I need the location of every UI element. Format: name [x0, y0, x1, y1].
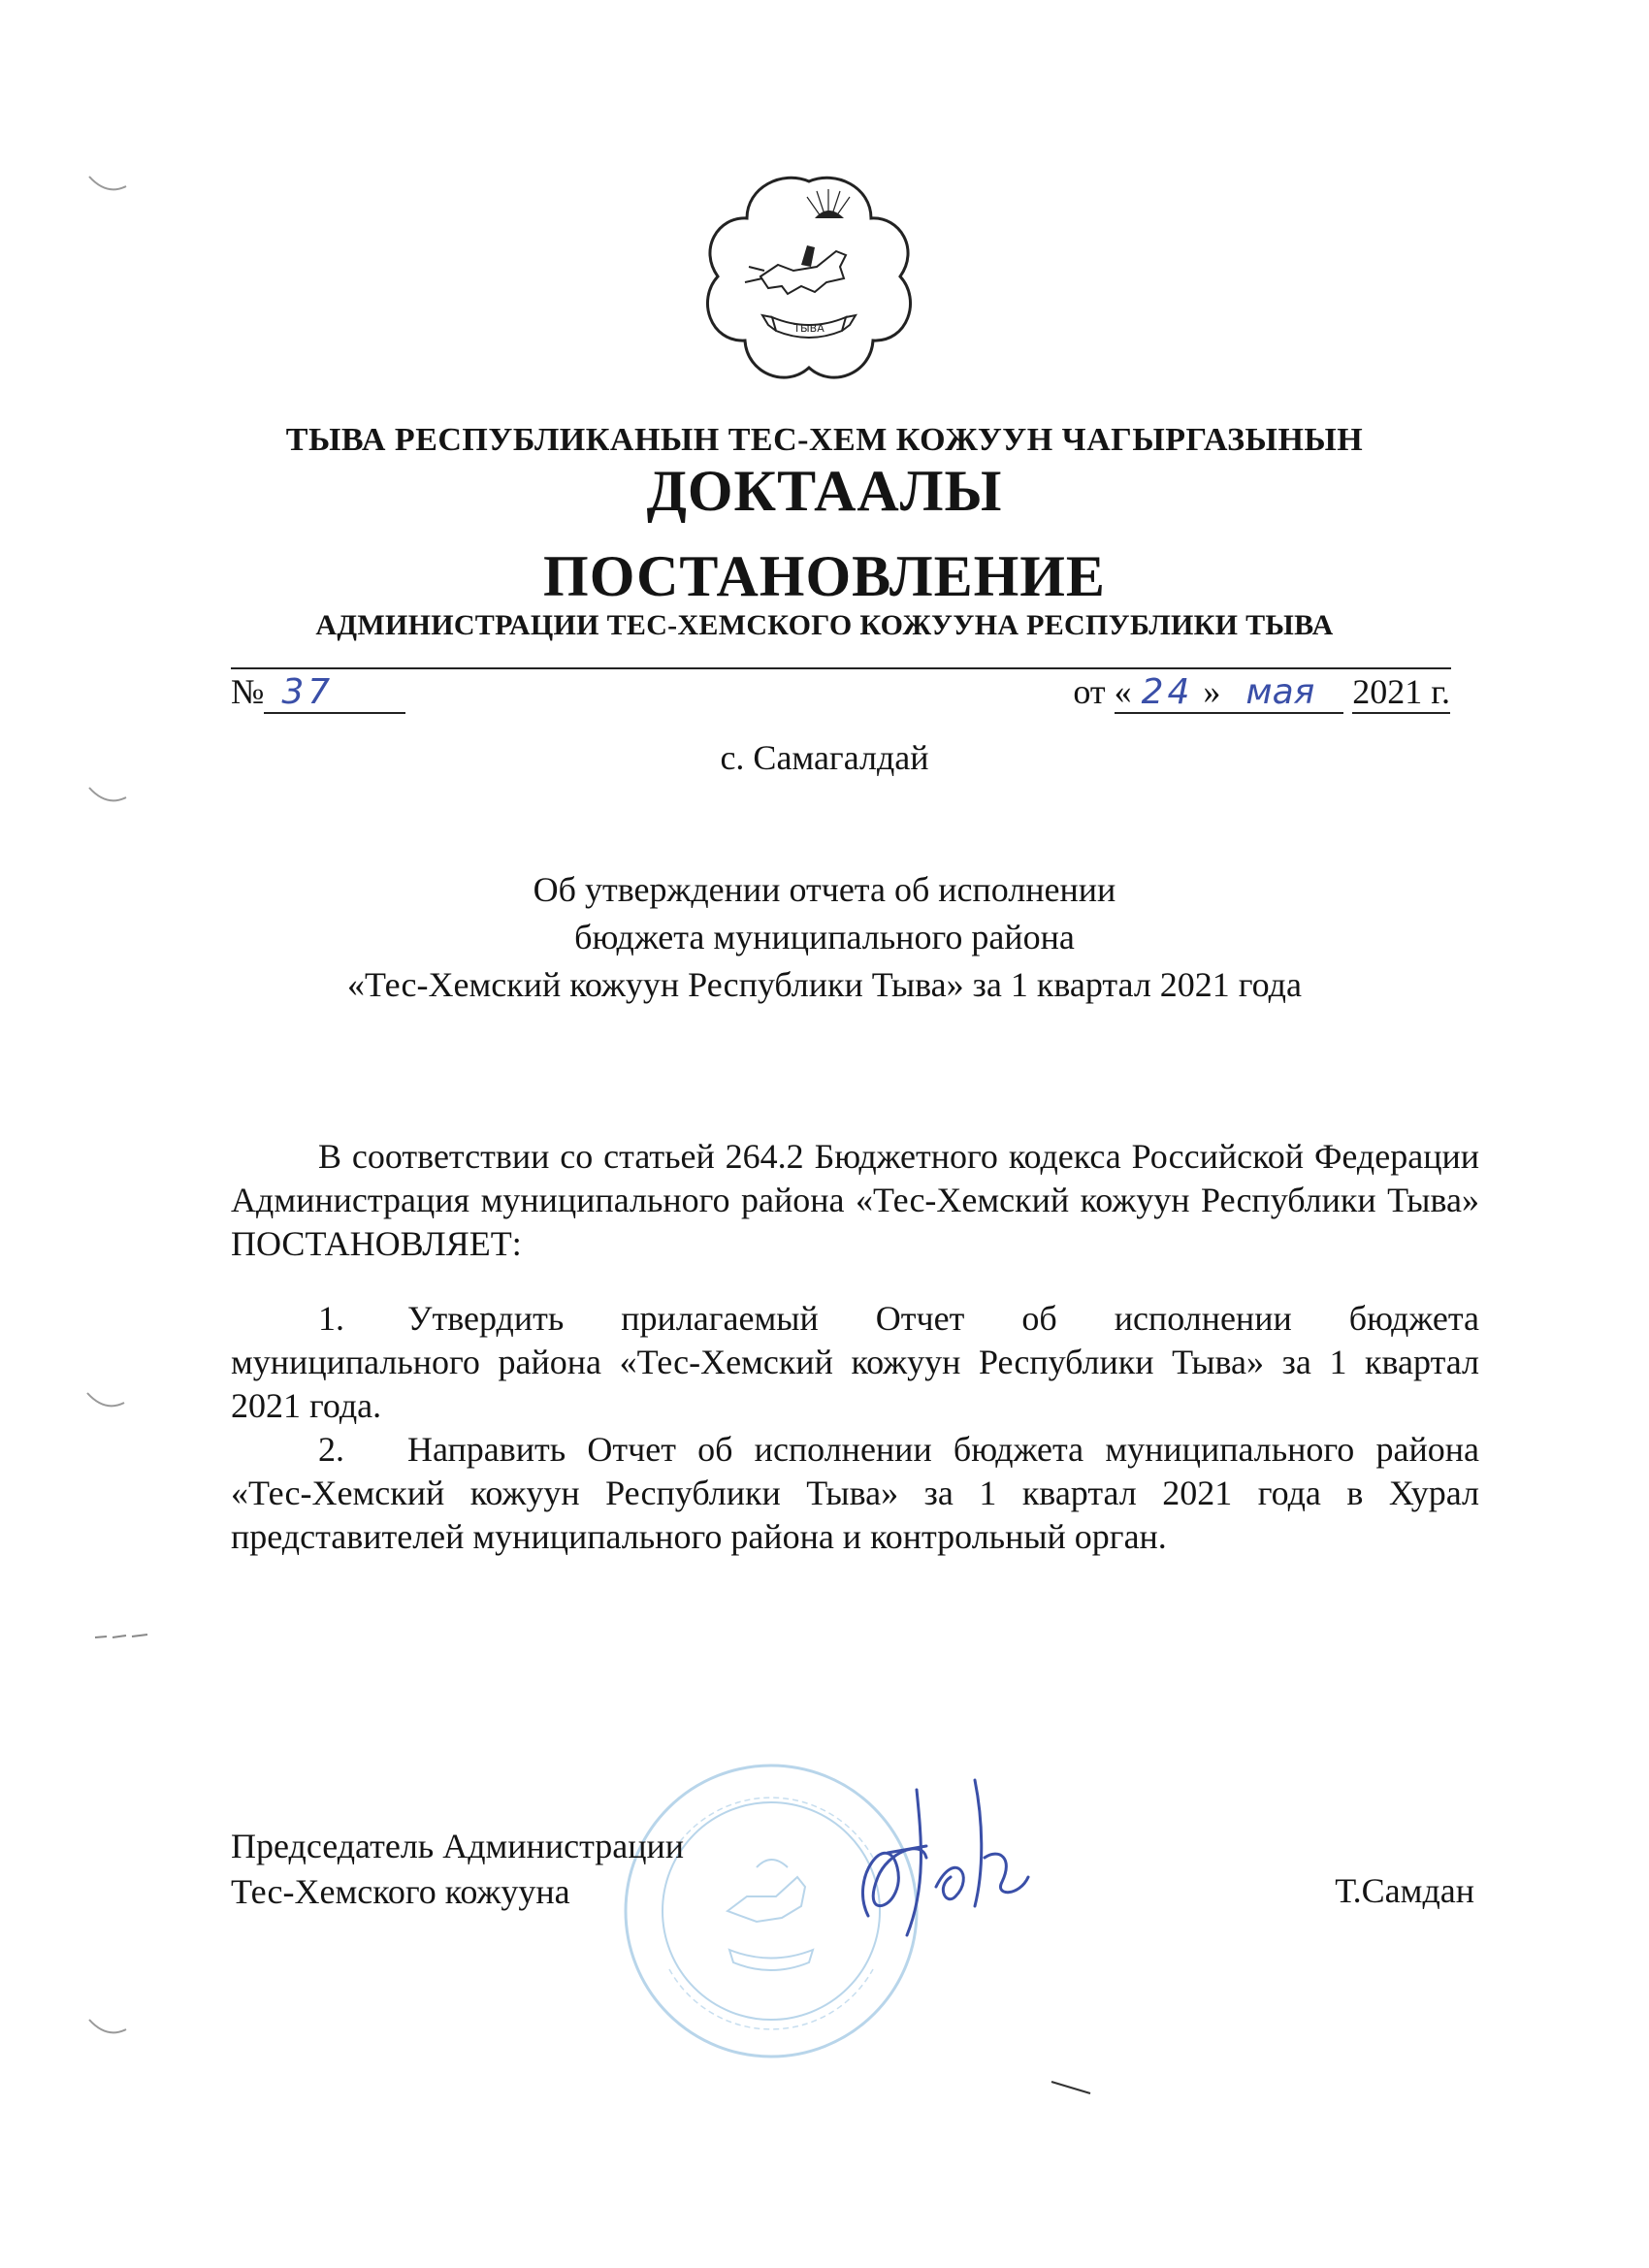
- date-open-quote: «: [1114, 672, 1132, 711]
- punch-hole-mark: [85, 1389, 126, 1412]
- list-item-text: Утвердить прилагаемый Отчет об исполнении бюджета муниципального района «Тес-Хемский кожуун Республики Тыва» за 1 квартал 2021 года.: [231, 1299, 1479, 1425]
- subject-line: бюджета муниципального района: [574, 918, 1075, 956]
- punch-hole-mark: [87, 784, 128, 807]
- signatory-title-line: Тес-Хемского кожууна: [231, 1872, 570, 1911]
- number-value-handwritten: 37: [264, 672, 405, 714]
- subject-line: Об утверждении отчета об исполнении: [533, 870, 1116, 909]
- date-day: 24: [1141, 672, 1194, 712]
- signatory-name: Т.Самдан: [1335, 1871, 1474, 1910]
- signatory-title: [231, 1824, 684, 1915]
- scan-speck: [1048, 2078, 1096, 2097]
- doc-type-tuva: ДОКТААЛЫ: [646, 459, 1003, 523]
- punch-hole-mark: [87, 173, 128, 196]
- signatory-title-line: Председатель Администрации: [231, 1827, 685, 1865]
- number-label: №: [231, 672, 265, 711]
- place-of-issue: с. Самагалдай: [720, 738, 929, 777]
- doc-type-ru: ПОСТАНОВЛЕНИЕ: [543, 544, 1106, 608]
- date-year: 2021 г.: [1352, 671, 1450, 714]
- emblem-ribbon-text: ТЫВА: [793, 322, 824, 335]
- list-item-number: 1.: [318, 1299, 344, 1338]
- list-item-text: Направить Отчет об исполнении бюджета муниципального района «Тес-Хемский кожуун Республики Тыва» за 1 квартал 2021 года в Хурал представителей муниципального района и контрольный орган.: [231, 1430, 1479, 1556]
- scan-speck: [93, 1632, 151, 1641]
- header-rule: [231, 667, 1451, 669]
- date-month: мая: [1245, 672, 1315, 712]
- list-item: [231, 1428, 1479, 1559]
- registration-number: [231, 671, 405, 714]
- date-prefix: от: [1073, 672, 1106, 711]
- handwritten-signature: [829, 1761, 1062, 1955]
- header-tuva-line: ТЫВА РЕСПУБЛИКАНЫН ТЕС-ХЕМ КОЖУУН ЧАГЫРГАЗЫНЫН: [285, 422, 1364, 458]
- date-handwritten: [1115, 671, 1344, 714]
- date-close-quote: »: [1203, 672, 1221, 711]
- preamble-paragraph: В соответствии со статьей 264.2 Бюджетного кодекса Российской Федерации Администрация муниципального района «Тес-Хемский кожуун Республики Тыва» ПОСТАНОВЛЯЕТ:: [231, 1137, 1479, 1263]
- registration-date: [1073, 671, 1450, 714]
- header-admin-line: АДМИНИСТРАЦИИ ТЕС-ХЕМСКОГО КОЖУУНА РЕСПУБЛИКИ ТЫВА: [315, 609, 1334, 641]
- list-item: [231, 1297, 1479, 1428]
- list-item-number: 2.: [318, 1430, 344, 1469]
- punch-hole-mark: [87, 2016, 128, 2039]
- coat-of-arms-emblem: [700, 170, 918, 387]
- subject-line: «Тес-Хемский кожуун Республики Тыва» за 1 квартал 2021 года: [347, 965, 1302, 1004]
- subject-block: [0, 866, 1649, 1009]
